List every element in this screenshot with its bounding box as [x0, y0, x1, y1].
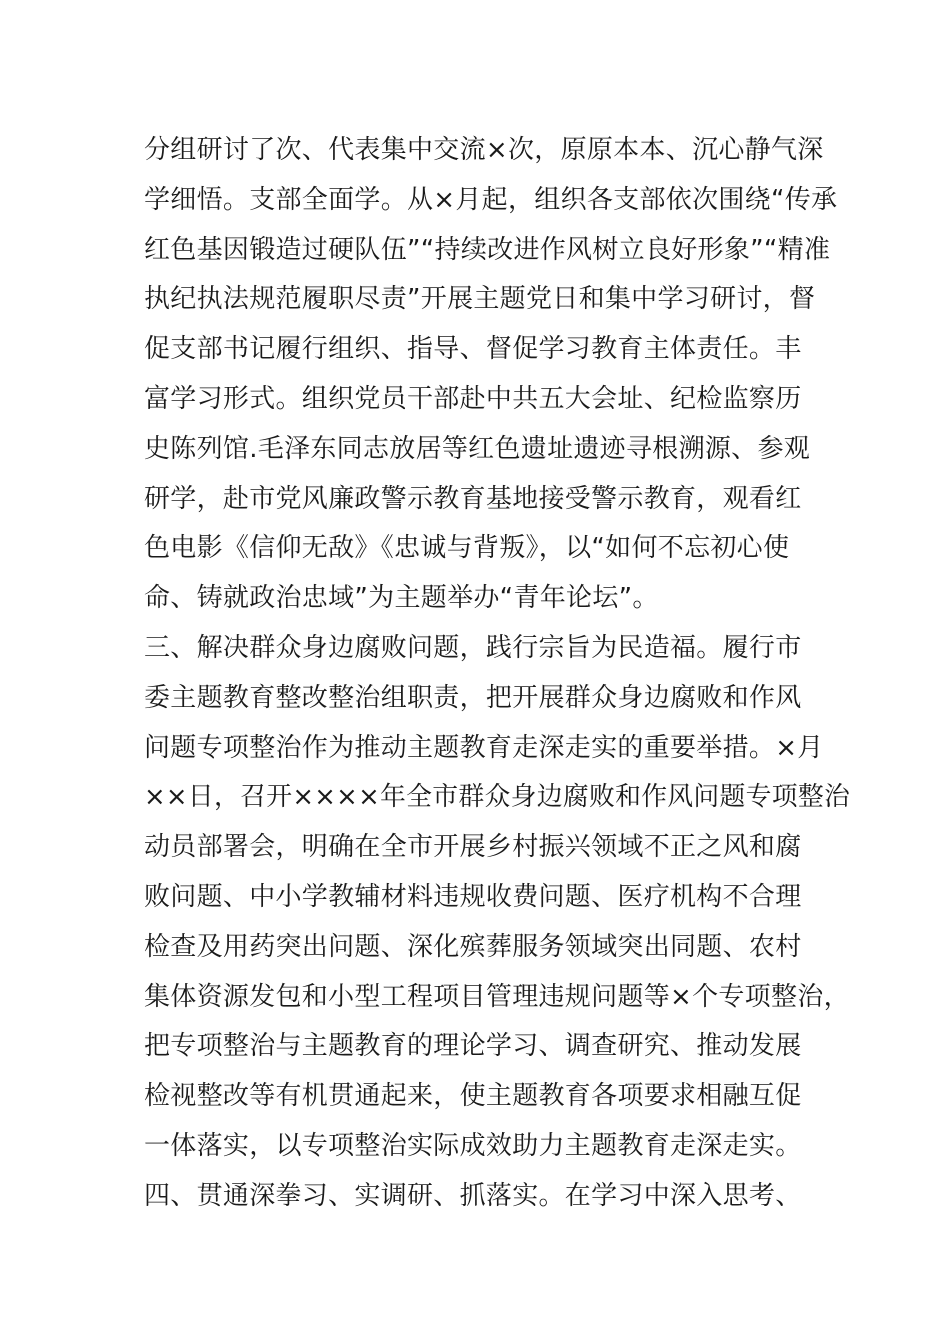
- text-line: 委主题教育整改整治组职责，把开展群众身边腐败和作风: [144, 682, 802, 713]
- text-line: 检视整改等有机贯通起来，使主题教育各项要求相融互促: [144, 1081, 802, 1112]
- text-line: 富学习形式。组织党员干部赴中共五大会址、纪检监察历: [144, 383, 802, 414]
- text-line: 一体落实，以专项整治实际成效助力主题教育走深走实。: [144, 1130, 802, 1161]
- text-line: 问题专项整治作为推动主题教育走深走实的重要举措。×月: [144, 732, 824, 763]
- text-line: 检查及用药突出问题、深化殡葬服务领域突出同题、农村: [144, 931, 802, 962]
- text-line: 红色基因锻造过硬队伍”“持续改进作风树立良好形象”“精准: [144, 234, 831, 265]
- text-line: 动员部署会，明确在全市开展乡村振兴领域不正之风和腐: [144, 832, 802, 863]
- section-heading-line: 四、贯通深拳习、实调研、抓落实。在学习中深入思考、: [144, 1180, 802, 1211]
- text-line: 分组研讨了次、代表集中交流×次，原原本本、沉心静气深: [144, 135, 824, 165]
- text-line: 色电影《信仰无敌》《忠诚与背叛》，以“如何不忘初心使: [144, 533, 790, 564]
- text-line: 命、铸就政治忠域”为主题举办“青年论坛”。: [144, 583, 659, 614]
- text-line: 败问题、中小学教辅材料违规收费问题、医疗机构不合理: [144, 881, 802, 912]
- text-line: 执纪执法规范履职尽责”开展主题党日和集中学习研讨，督: [144, 284, 816, 315]
- text-line: 研学，赴市党风廉政警示教育基地接受警示教育，观看红: [144, 483, 802, 514]
- text-line: 学细悟。支部全面学。从×月起，组织各支部依次围绕“传承: [144, 184, 838, 215]
- text-line: 把专项整治与主题教育的理论学习、调查研究、推动发展: [144, 1031, 802, 1062]
- text-line: 集体资源发包和小型工程项目管理违规问题等×个专项整治，: [144, 981, 850, 1012]
- document-body: [144, 126, 851, 1222]
- section-heading-line: 三、解决群众身边腐败问题，践行宗旨为民造福。履行市: [144, 632, 802, 663]
- text-line: ××日，召开××××年全市群众身边腐败和作风问题专项整治: [144, 782, 851, 813]
- text-line: 史陈列馆.毛泽东同志放居等红色遗址遗迹寻根溯源、参观: [144, 433, 811, 464]
- text-line: 促支部书记履行组织、指导、督促学习教育主体责任。丰: [144, 334, 802, 365]
